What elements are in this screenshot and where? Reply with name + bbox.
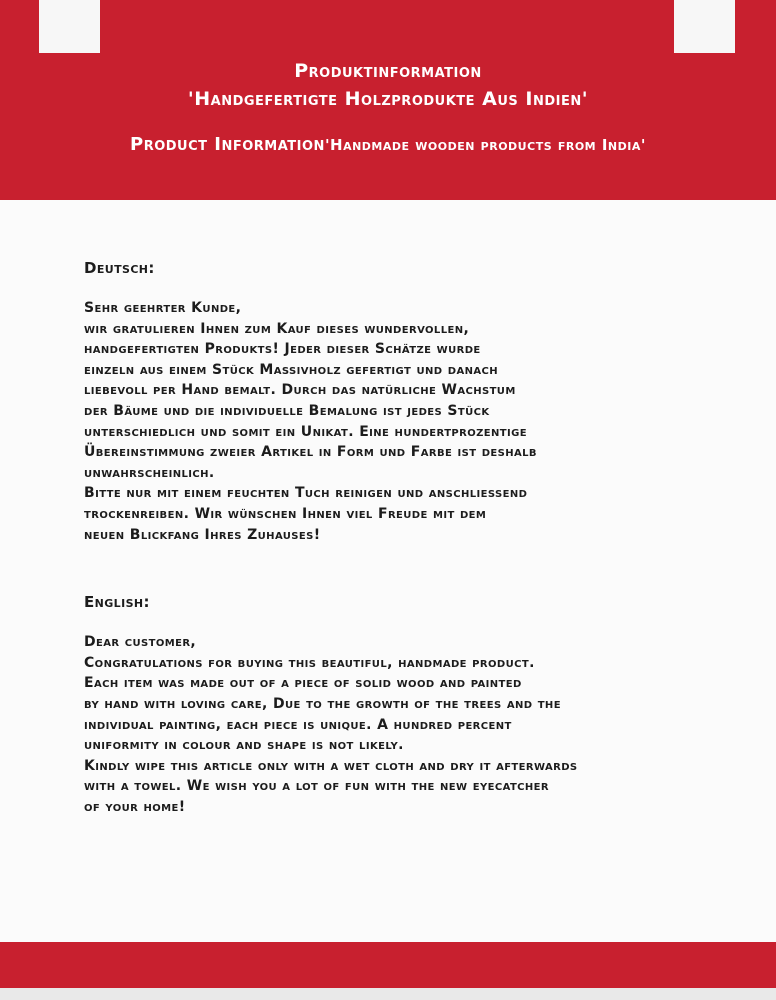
- german-line: trockenreiben. Wir wünschen Ihnen viel Freude mit dem: [84, 505, 487, 522]
- german-line: Übereinstimmung zweier Artikel in Form und Farbe ist deshalb: [84, 444, 537, 461]
- document-body: [84, 256, 744, 817]
- english-line: Kindly wipe this article only with a wet cloth and dry it afterwards: [84, 757, 578, 774]
- german-heading: Deutsch:: [84, 259, 155, 277]
- german-paragraph: [84, 298, 744, 545]
- english-line: of your home!: [84, 798, 186, 815]
- section-spacer: [84, 545, 744, 590]
- german-line: Sehr geehrter Kunde,: [84, 300, 242, 316]
- english-line: with a towel. We wish you a lot of fun with the new eyecatcher: [84, 778, 550, 795]
- german-line: liebevoll per Hand bemalt. Durch das natürliche Wachstum: [84, 382, 516, 399]
- title-english-main: Product Information: [130, 134, 325, 155]
- corner-tab-left: [39, 0, 100, 53]
- german-line: handgefertigten Produkts! Jeder dieser Schätze wurde: [84, 341, 481, 358]
- title-german-subtitle: 'Handgefertigte Holzprodukte Aus Indien': [187, 88, 589, 110]
- german-section: [84, 256, 744, 545]
- english-line: uniformity in colour and shape is not likely.: [84, 737, 404, 754]
- corner-tab-right: [674, 0, 735, 53]
- german-line: einzeln aus einem Stück Massivholz gefertigt und danach: [84, 361, 499, 378]
- english-line: Congratulations for buying this beautiful, handmade product.: [84, 654, 535, 671]
- english-line: individual painting, each piece is unique. A hundred percent: [84, 716, 512, 733]
- english-line: Each item was made out of a piece of solid wood and painted: [84, 675, 522, 692]
- german-line: unwahrscheinlich.: [84, 464, 215, 481]
- german-line: Bitte nur mit einem feuchten Tuch reinigen und anschliessend: [84, 485, 528, 502]
- title-german-label: Produktinformation: [294, 60, 482, 82]
- footer-edge: [0, 988, 776, 1000]
- english-paragraph: [84, 632, 744, 817]
- english-section: [84, 590, 744, 817]
- german-line: wir gratulieren Ihnen zum Kauf dieses wundervollen,: [84, 320, 470, 337]
- header-banner: [0, 0, 776, 200]
- german-line: neuen Blickfang Ihres Zuhauses!: [84, 526, 321, 543]
- german-line: unterschiedlich und somit ein Unikat. Eine hundertprozentige: [84, 423, 527, 440]
- title-english: [0, 134, 776, 155]
- english-heading: English:: [84, 593, 150, 612]
- title-english-subtitle: 'Handmade wooden products from India': [324, 136, 646, 154]
- german-line: der Bäume und die individuelle Bemalung ist jedes Stück: [84, 402, 490, 419]
- english-line: Dear customer,: [84, 634, 197, 651]
- english-line: by hand with loving care, Due to the growth of the trees and the: [84, 695, 561, 712]
